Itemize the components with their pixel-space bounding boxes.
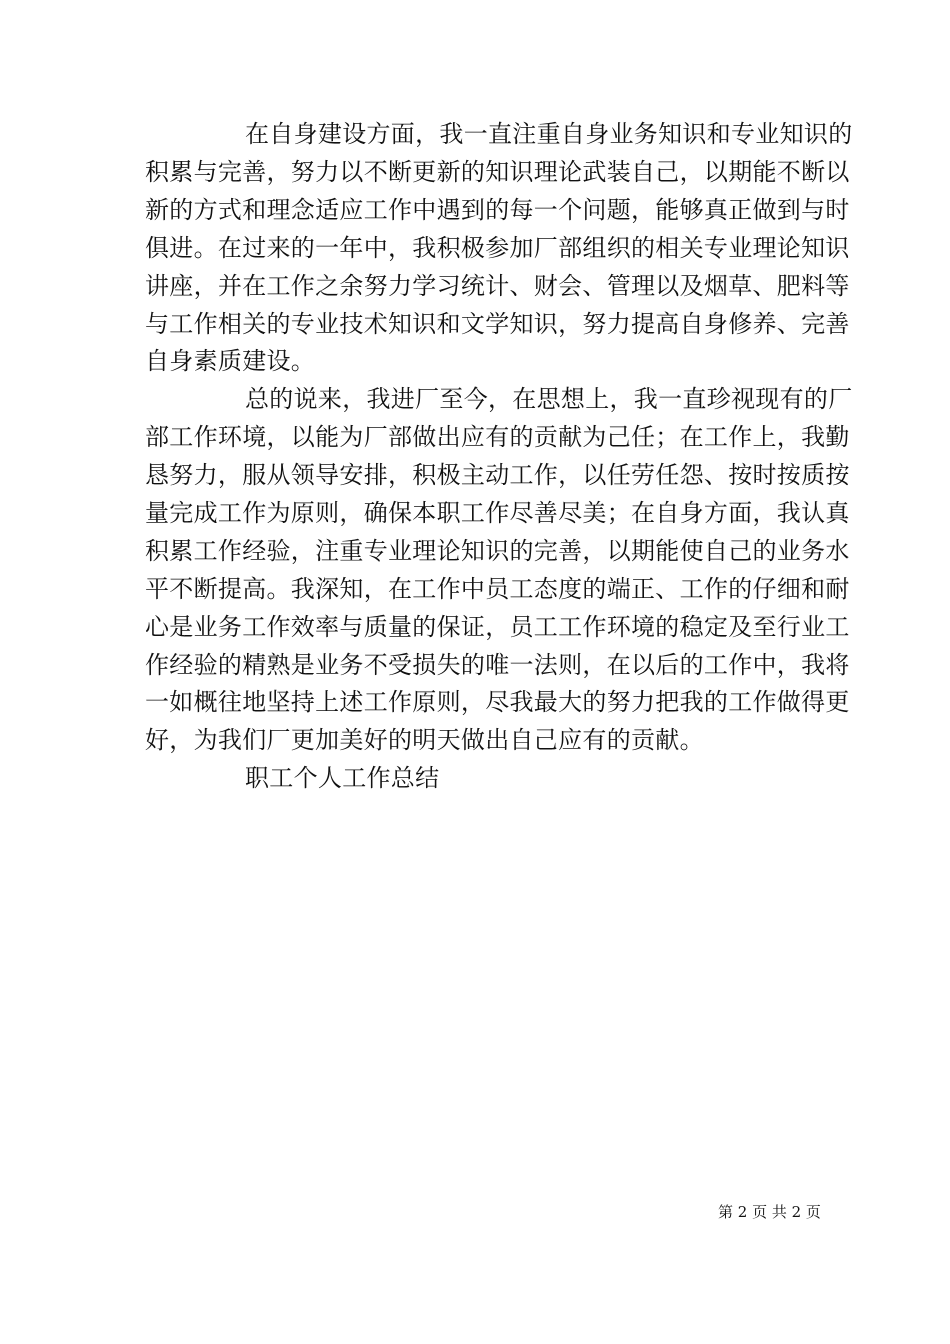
paragraph-line: 积累工作经验，注重专业理论知识的完善，以期能使自己的业务水 bbox=[145, 537, 850, 565]
page-number-footer: 第 2 页 共 2 页 bbox=[718, 1203, 821, 1221]
trailing-title: 职工个人工作总结 bbox=[245, 764, 440, 792]
paragraph-line: 恳努力，服从领导安排，积极主动工作，以任劳任怨、按时按质按 bbox=[145, 461, 850, 489]
paragraph-line: 讲座，并在工作之余努力学习统计、财会、管理以及烟草、肥料等 bbox=[145, 272, 850, 300]
paragraph-line: 积累与完善，努力以不断更新的知识理论武装自己，以期能不断以 bbox=[145, 158, 850, 186]
paragraph-line: 俱进。在过来的一年中，我积极参加厂部组织的相关专业理论知识 bbox=[145, 234, 850, 262]
paragraph-line: 好，为我们厂更加美好的明天做出自己应有的贡献。 bbox=[145, 726, 704, 754]
paragraph-line: 量完成工作为原则，确保本职工作尽善尽美；在自身方面，我认真 bbox=[145, 499, 850, 527]
paragraph-line: 平不断提高。我深知，在工作中员工态度的端正、工作的仔细和耐 bbox=[145, 575, 850, 603]
paragraph-line: 与工作相关的专业技术知识和文学知识，努力提高自身修养、完善 bbox=[145, 310, 850, 338]
paragraph-line: 部工作环境，以能为厂部做出应有的贡献为己任；在工作上，我勤 bbox=[145, 423, 850, 451]
paragraph-line: 总的说来，我进厂至今，在思想上，我一直珍视现有的厂 bbox=[245, 385, 853, 413]
paragraph-line: 新的方式和理念适应工作中遇到的每一个问题，能够真正做到与时 bbox=[145, 196, 850, 224]
paragraph-line: 一如概往地坚持上述工作原则，尽我最大的努力把我的工作做得更 bbox=[145, 688, 850, 716]
paragraph-line: 心是业务工作效率与质量的保证，员工工作环境的稳定及至行业工 bbox=[145, 613, 850, 641]
paragraph-line: 作经验的精熟是业务不受损失的唯一法则，在以后的工作中，我将 bbox=[145, 651, 850, 679]
paragraph-line: 在自身建设方面，我一直注重自身业务知识和专业知识的 bbox=[245, 120, 853, 148]
paragraph-line: 自身素质建设。 bbox=[145, 347, 316, 375]
